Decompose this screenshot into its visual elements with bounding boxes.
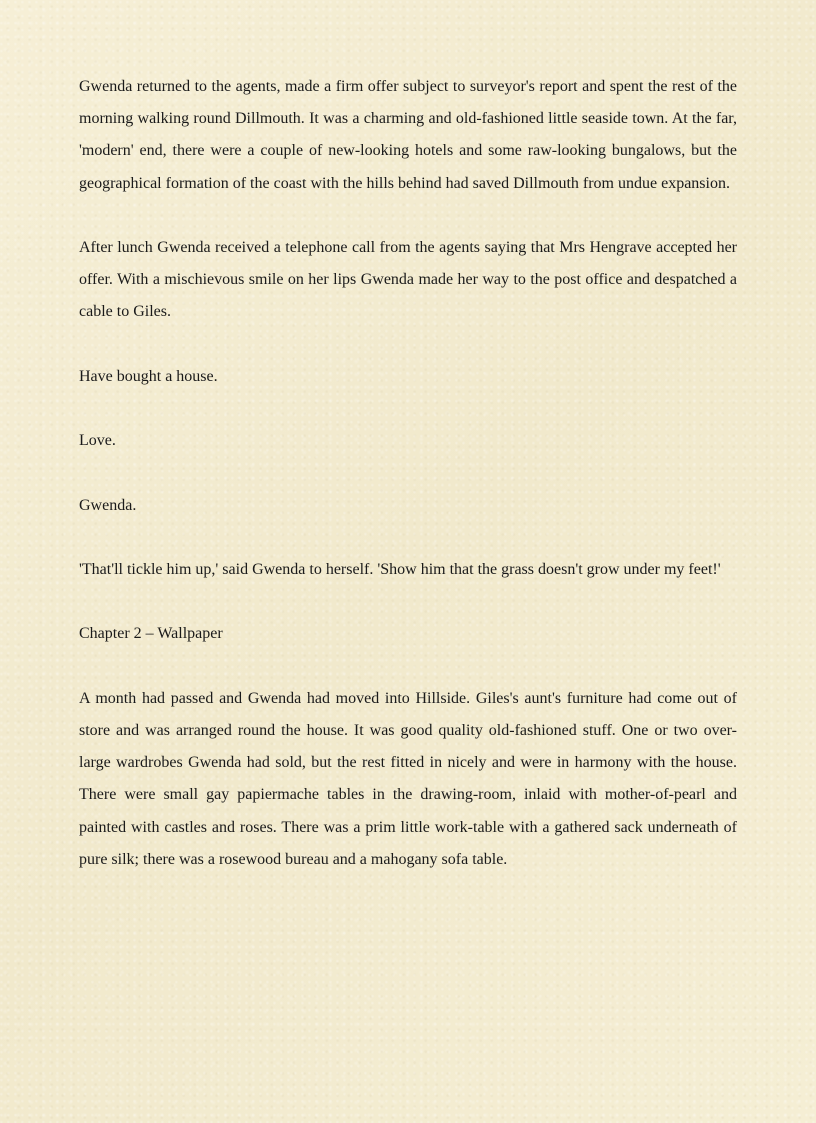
paragraph-telephone-call: After lunch Gwenda received a telephone call from the agents saying that Mrs Hengrave accepted her offer. With a mischievous smile on her lips Gwenda made her way to the post office and despatched a cable to Giles. (79, 239, 737, 321)
paragraph-agents-offer: Gwenda returned to the agents, made a firm offer subject to surveyor's report and spent the rest of the morning walking round Dillmouth. It was a charming and old-fashioned little seaside town. At the far, 'modern' end, there were a couple of new-looking hotels and some raw-looking bungalows, but the geographical formation of the coast with the hills behind had saved Dillmouth from undue expansion. (79, 78, 737, 192)
cable-line-signature: Gwenda. (79, 496, 137, 514)
cable-line-love: Love. (79, 432, 116, 450)
chapter-heading: Chapter 2 – Wallpaper (79, 625, 223, 643)
document-page (79, 71, 737, 908)
cable-line-house: Have bought a house. (79, 367, 218, 385)
paragraph-month-passed: A month had passed and Gwenda had moved into Hillside. Giles's aunt's furniture had come out of store and was arranged round the house. It was good quality old-fashioned stuff. One or two over-large wardrobes Gwenda had sold, but the rest fitted in nicely and were in harmony with the house. There were small gay papiermache tables in the drawing-room, inlaid with mother-of-pearl and painted with castles and roses. There was a prim little work-table with a gathered sack underneath of pure silk; there was a rosewood bureau and a mahogany sofa table. (79, 689, 737, 868)
paragraph-tickle-him-up: 'That'll tickle him up,' said Gwenda to herself. 'Show him that the grass doesn't grow under my feet!' (79, 560, 721, 578)
